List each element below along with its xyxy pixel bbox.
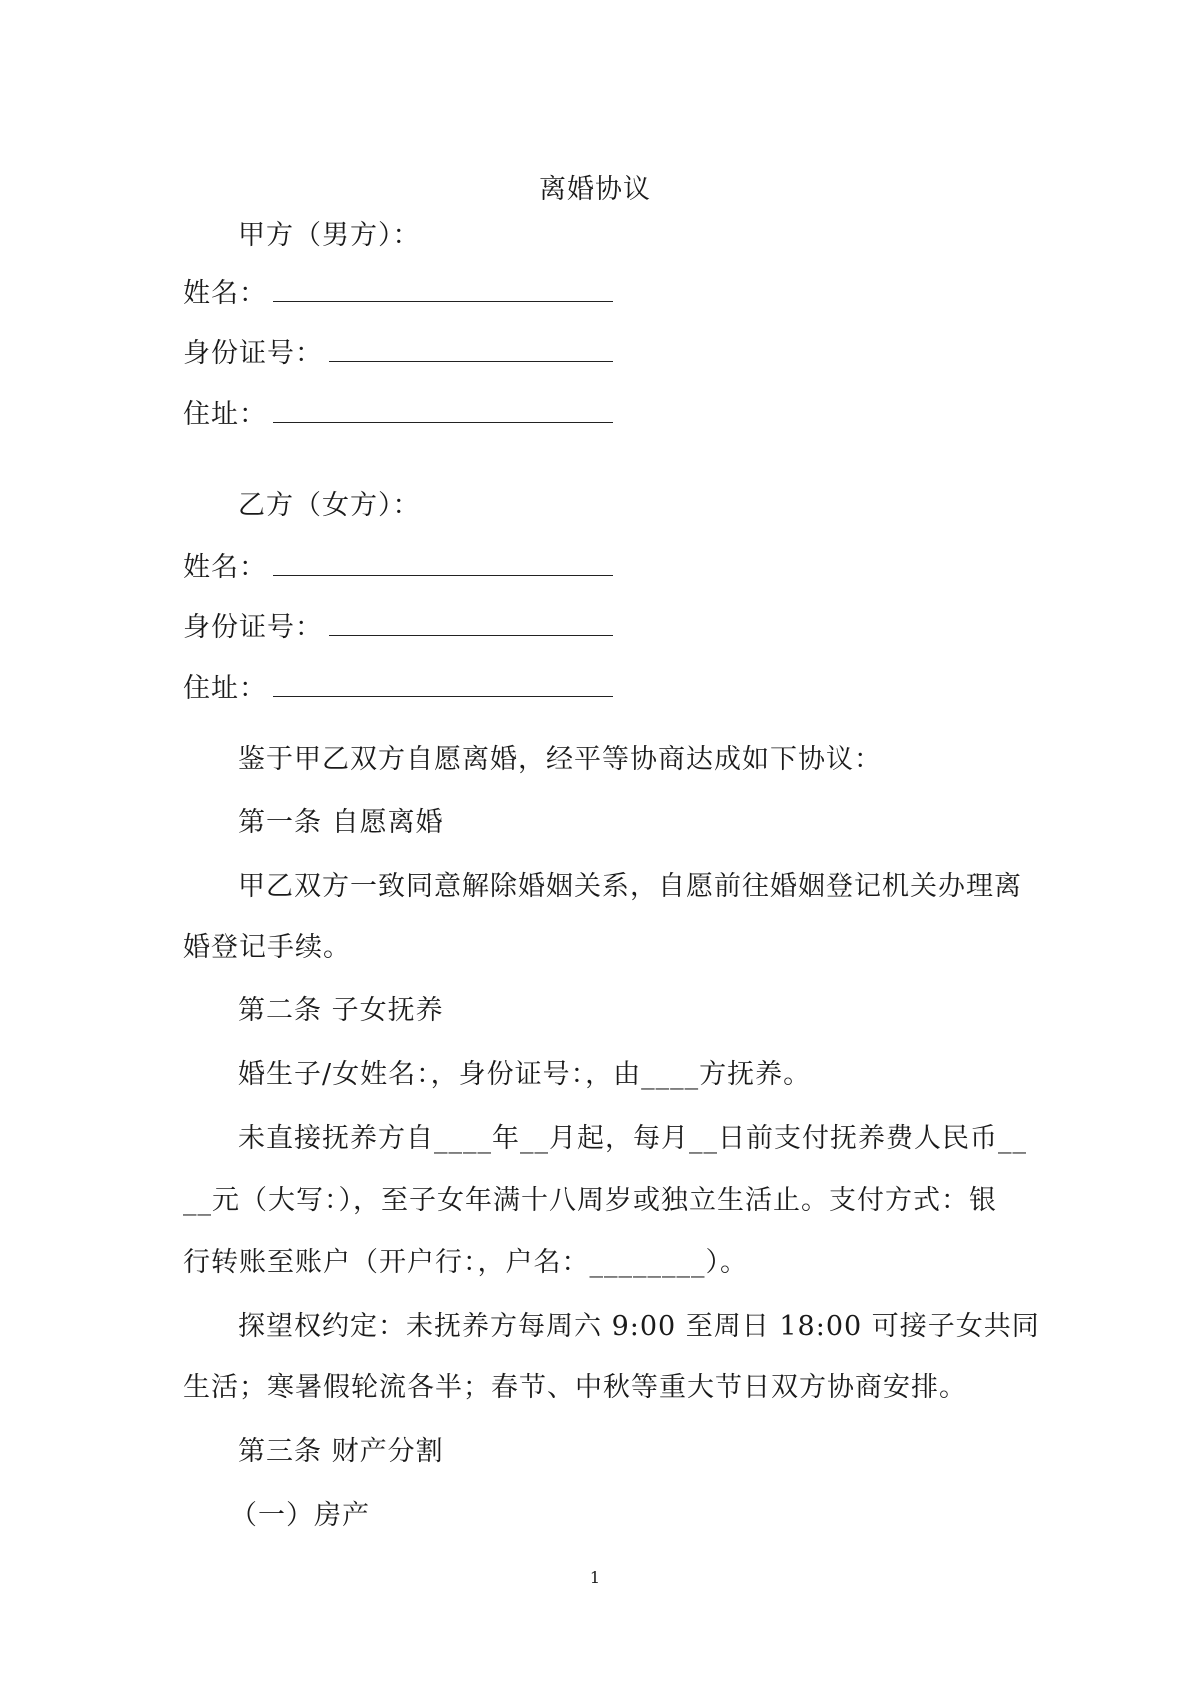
party-a-address-row [183, 397, 613, 433]
article-2-visitation-line-1: 探望权约定：未抚养方每周六 9:00 至周日 18:00 可接子女共同 [238, 1311, 1040, 1342]
article-2-child-info: 婚生子/女姓名：，身份证号：，由____方抚养。 [238, 1059, 812, 1090]
party-a-name-blank [273, 277, 613, 302]
party-b-id-blank [329, 611, 613, 636]
party-a-heading: 甲方（男方）： [238, 220, 421, 251]
party-a-id-row [183, 336, 613, 372]
page-number: 1 [589, 1568, 601, 1587]
party-b-address-blank [273, 672, 613, 697]
party-b-address-row [183, 671, 613, 707]
party-b-id-label: 身份证号： [183, 612, 323, 643]
party-a-name-row [183, 276, 613, 312]
party-b-address-label: 住址： [183, 673, 267, 704]
article-2-visitation-line-2: 生活；寒暑假轮流各半；春节、中秋等重大节日双方协商安排。 [183, 1372, 967, 1403]
party-a-name-label: 姓名： [183, 278, 267, 309]
party-b-name-blank [273, 551, 613, 576]
party-b-id-row [183, 610, 613, 646]
article-2-support-line-1: 未直接抚养方自____年__月起，每月__日前支付抚养费人民币__ [238, 1123, 1027, 1154]
article-3-subsection-1: （一）房产 [230, 1500, 370, 1531]
party-a-address-blank [273, 398, 613, 423]
party-b-name-label: 姓名： [183, 552, 267, 583]
document-title: 离婚协议 [539, 174, 651, 205]
party-b-heading: 乙方（女方）： [238, 490, 421, 521]
article-2-support-line-3: 行转账至账户（开户行：，户名：________）。 [183, 1247, 748, 1278]
article-2-support-line-2: __元（大写：），至子女年满十八周岁或独立生活止。支付方式：银 [183, 1185, 997, 1216]
preamble: 鉴于甲乙双方自愿离婚，经平等协商达成如下协议： [238, 744, 882, 775]
article-3-title: 第三条 财产分割 [238, 1436, 444, 1467]
party-b-name-row [183, 550, 613, 586]
party-a-id-blank [329, 337, 613, 362]
article-1-paragraph-line-1: 甲乙双方一致同意解除婚姻关系，自愿前往婚姻登记机关办理离 [238, 871, 1022, 902]
article-2-title: 第二条 子女抚养 [238, 995, 444, 1026]
party-a-id-label: 身份证号： [183, 338, 323, 369]
article-1-title: 第一条 自愿离婚 [238, 807, 444, 838]
article-1-paragraph-line-2: 婚登记手续。 [183, 932, 351, 963]
party-a-address-label: 住址： [183, 399, 267, 430]
